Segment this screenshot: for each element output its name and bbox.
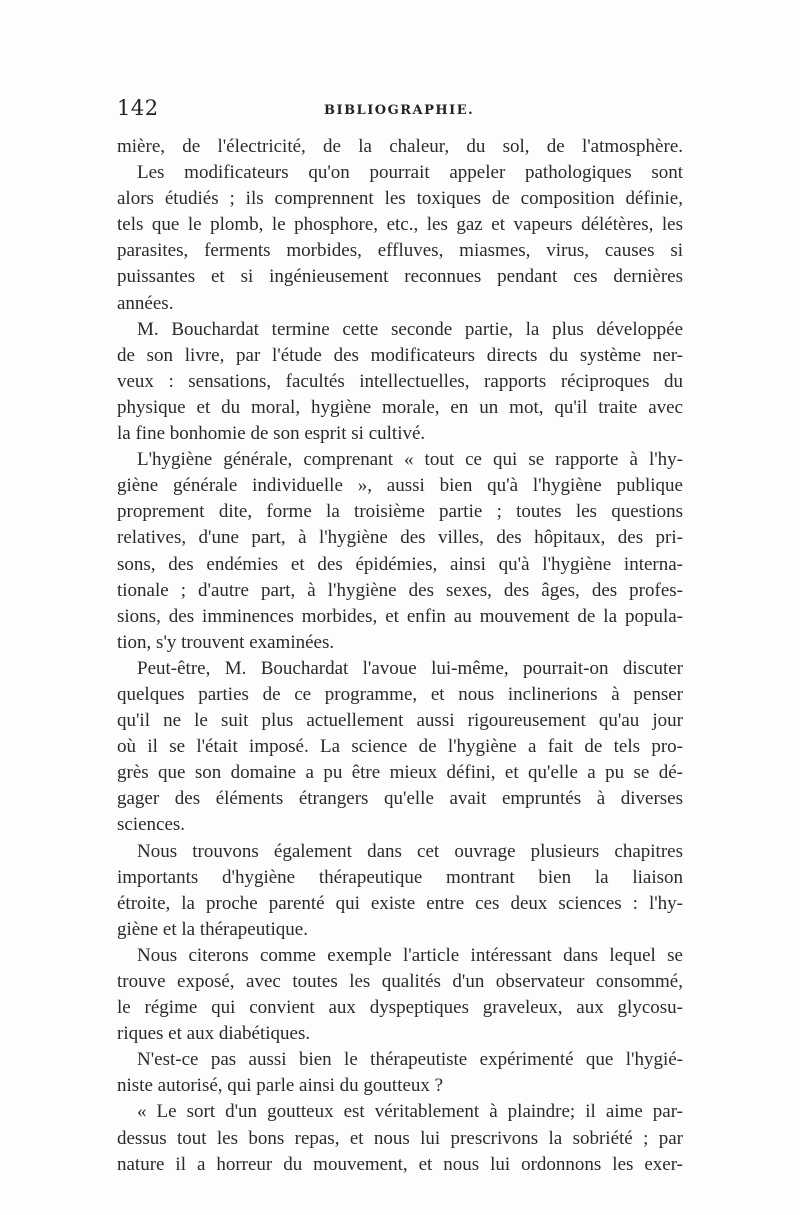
text-line: tionale ; d'autre part, à l'hygiène des sexes, des âges, des profes- [117,579,683,601]
text-line: proprement dite, forme la troisième partie ; toutes les questions [117,501,683,523]
text-line: Nous citerons comme exemple l'article intéressant dans lequel se [137,944,683,966]
text-line: Nous trouvons également dans cet ouvrage plusieurs chapitres [137,840,683,862]
text-line: L'hygiène générale, comprenant « tout ce qui se rapporte à l'hy- [137,449,683,471]
text-line: importants d'hygiène thérapeutique montrant bien la liaison [117,866,683,888]
text-line: grès que son domaine a pu être mieux défini, et qu'elle a pu se dé- [117,762,683,784]
text-line: sions, des imminences morbides, et enfin au mouvement de la popula- [117,605,683,627]
running-head [117,96,683,126]
text-line: le régime qui convient aux dyspeptiques graveleux, aux glycosu- [117,997,683,1019]
text-line: Les modificateurs qu'on pourrait appeler pathologiques sont [137,162,683,184]
text-line: niste autorisé, qui parle ainsi du goutteux ? [117,1075,444,1097]
text-line: tels que le plomb, le phosphore, etc., les gaz et vapeurs délétères, les [117,214,683,236]
text-line: riques et aux diabétiques. [117,1023,311,1045]
text-line: sons, des endémies et des épidémies, ainsi qu'à l'hygiène interna- [117,553,683,575]
running-title: BIBLIOGRAPHIE. [324,103,475,118]
text-line: la fine bonhomie de son esprit si cultivé. [117,423,426,445]
text-line: dessus tout les bons repas, et nous lui prescrivons la sobriété ; par [117,1127,683,1149]
text-line: années. [117,292,174,314]
text-line: giène générale individuelle », aussi bien qu'à l'hygiène publique [117,475,683,497]
text-line: nature il a horreur du mouvement, et nous lui ordonnons les exer- [117,1153,683,1175]
text-line: veux : sensations, facultés intellectuelles, rapports réciproques du [117,370,683,392]
text-line: M. Bouchardat termine cette seconde partie, la plus développée [137,318,683,340]
text-line: N'est-ce pas aussi bien le thérapeutiste expérimenté que l'hygié- [137,1049,683,1071]
body-text [117,134,683,1178]
text-line: de son livre, par l'étude des modificateurs directs du système ner- [117,344,683,366]
text-line: mière, de l'électricité, de la chaleur, du sol, de l'atmosphère. [117,136,683,157]
page-number: 142 [117,96,159,120]
text-line: tion, s'y trouvent examinées. [117,631,335,653]
text-line: où il se l'était imposé. La science de l'hygiène a fait de tels pro- [117,736,683,758]
text-line: qu'il ne le suit plus actuellement aussi rigoureusement qu'au jour [117,710,683,732]
text-line: trouve exposé, avec toutes les qualités d'un observateur consommé, [117,971,683,992]
text-line: « Le sort d'un goutteux est véritablement à plaindre; il aime par- [137,1101,683,1123]
text-line: quelques parties de ce programme, et nous inclinerions à penser [117,683,683,705]
text-line: Peut-être, M. Bouchardat l'avoue lui-même, pourrait-on discuter [137,657,683,679]
text-line: physique et du moral, hygiène morale, en un mot, qu'il traite avec [117,396,683,418]
text-line: parasites, ferments morbides, effluves, miasmes, virus, causes si [117,240,683,262]
text-line: gager des éléments étrangers qu'elle avait empruntés à diverses [117,788,683,810]
text-line: sciences. [117,814,186,836]
text-line: giène et la thérapeutique. [117,918,308,940]
text-line: relatives, d'une part, à l'hygiène des villes, des hôpitaux, des pri- [117,527,683,549]
text-line: étroite, la proche parenté qui existe entre ces deux sciences : l'hy- [117,892,683,914]
text-line: alors étudiés ; ils comprennent les toxiques de composition définie, [117,188,683,210]
text-line: puissantes et si ingénieusement reconnues pendant ces dernières [117,266,683,288]
